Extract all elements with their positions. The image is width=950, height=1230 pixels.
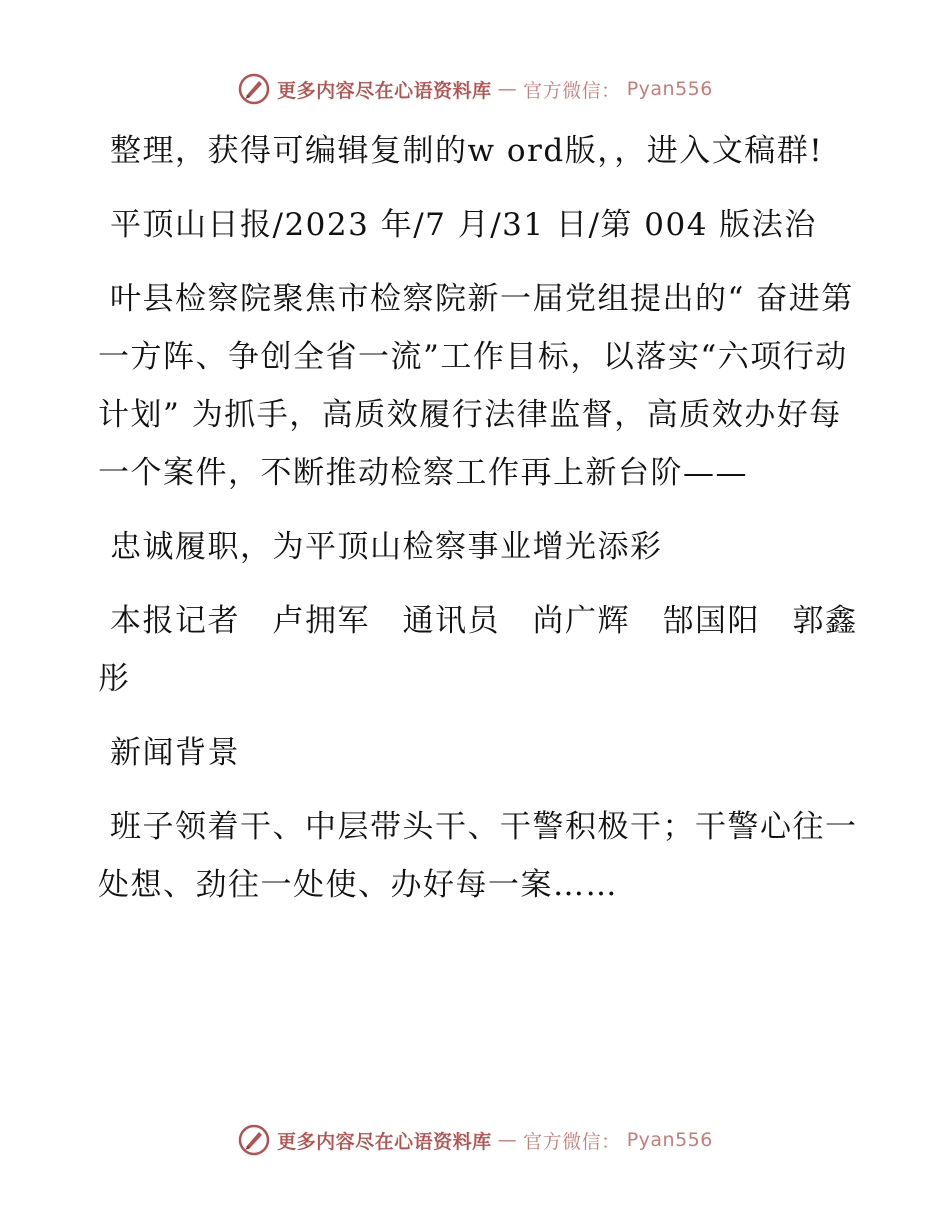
document-body (98, 122, 858, 914)
brush-logo-icon (237, 1123, 271, 1157)
watermark-footer (0, 1123, 950, 1157)
watermark-sub-text: 官方微信： (523, 79, 621, 102)
brush-logo-icon (237, 72, 271, 106)
watermark-wechat-id: Pyan556 (626, 78, 713, 100)
watermark-separator: — (497, 1129, 518, 1151)
watermark-main-text: 更多内容尽在心语资料库 (277, 79, 492, 102)
paragraph-intro: 整理，获得可编辑复制的w ord版，，进入文稿群! (110, 133, 824, 169)
watermark-header (0, 72, 950, 106)
paragraph-lead: 叶县检察院聚焦市检察院新一届党组提出的“ 奋进第一方阵、争创全省一流”工作目标，以落实“六项行动计划” 为抓手，高质效履行法律监督，高质效办好每一个案件，不断推动检察工作再上新台阶—— (98, 281, 854, 491)
paragraph-body: 班子领着干、中层带头干、干警积极干；干警心往一处想、劲往一处使、办好每一案…… (98, 809, 858, 903)
paragraph-source: 平顶山日报/2023 年/7 月/31 日/第 004 版法治 (110, 207, 817, 243)
watermark-separator: — (497, 78, 518, 100)
paragraph-section-heading: 新闻背景 (110, 735, 240, 771)
watermark-main-text: 更多内容尽在心语资料库 (277, 1130, 492, 1153)
watermark-sub-text: 官方微信： (523, 1130, 621, 1153)
paragraph-byline: 本报记者 卢拥军 通讯员 尚广辉 郜国阳 郭鑫彤 (98, 603, 858, 697)
watermark-wechat-id: Pyan556 (626, 1129, 713, 1151)
paragraph-headline: 忠诚履职，为平顶山检察事业增光添彩 (110, 529, 663, 565)
